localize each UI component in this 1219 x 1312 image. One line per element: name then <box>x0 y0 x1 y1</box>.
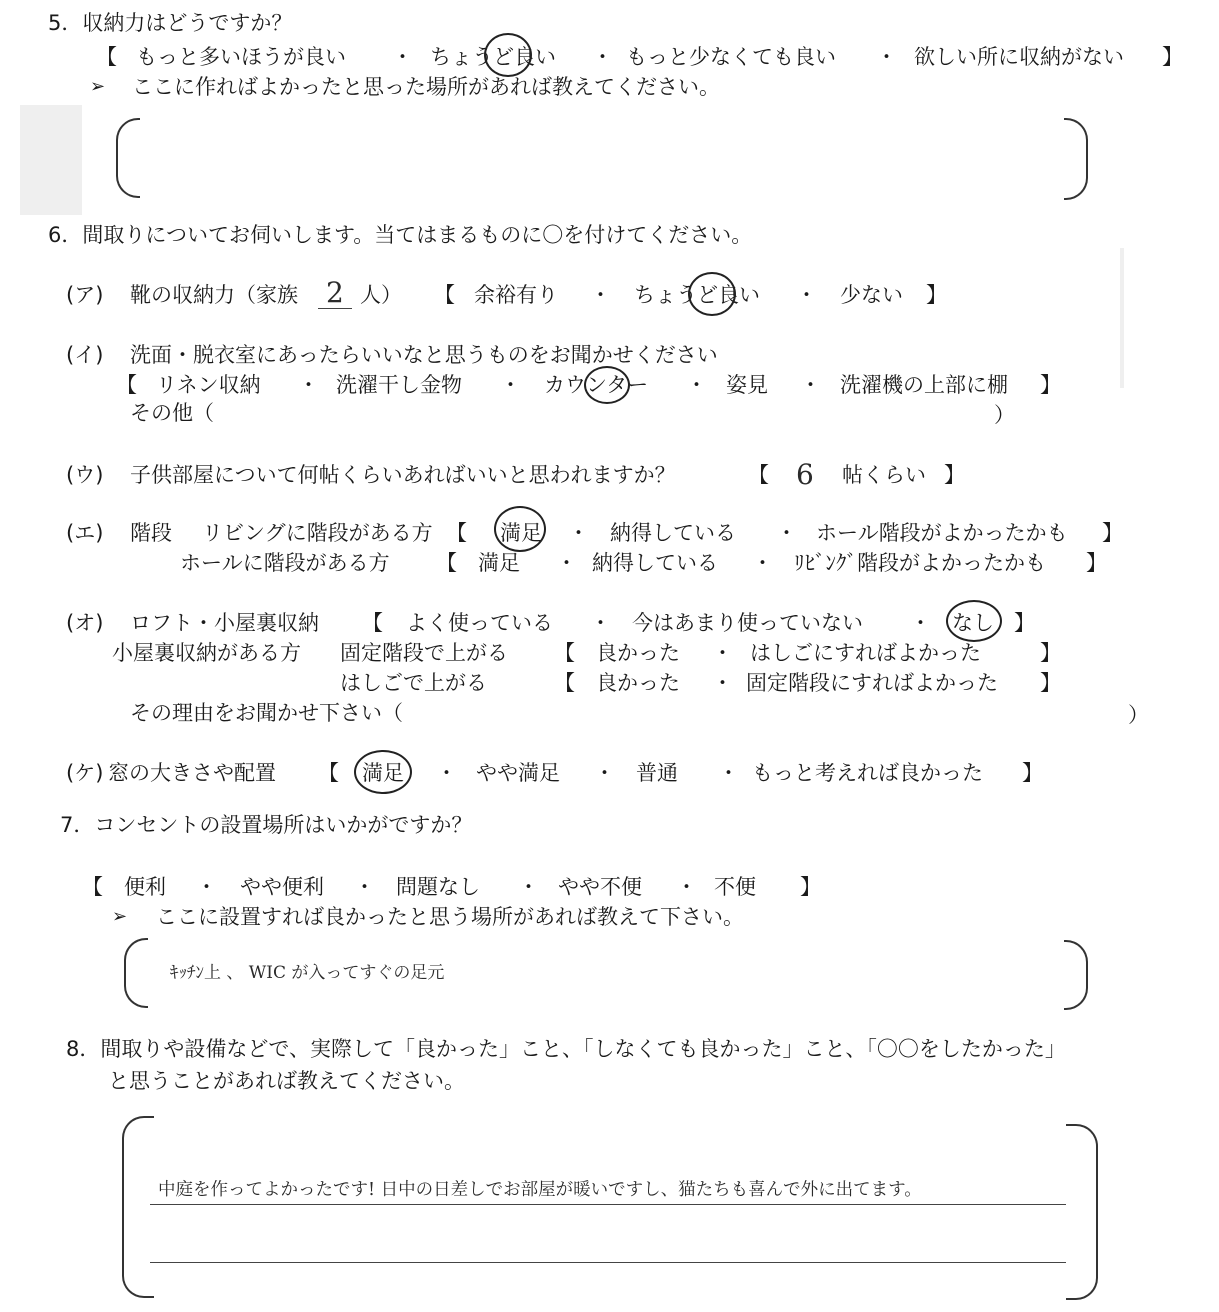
q5-option-missing[interactable]: 欲しい所に収納がない <box>914 45 1124 69</box>
q6a-sep: ・ <box>590 283 611 307</box>
q7-answer-box-left <box>124 938 148 1008</box>
q6o-ladder-option-good[interactable]: 良かった <box>596 671 680 695</box>
q6o-reason-close: ） <box>1128 703 1149 727</box>
q8-title: 8．間取りや設備などで、実際して「良かった」こと、「しなくても良かった」こと、「〇〇をしたかった」 <box>66 1037 1066 1061</box>
q6e-sep: ・ <box>776 521 797 545</box>
q6u-answer[interactable]: 6 <box>796 458 814 491</box>
q6u-text: 子供部屋について何帖くらいあればいいと思われますか？ <box>130 463 676 487</box>
q6e-row2-bracket-open: 【 <box>436 551 457 575</box>
q6e-sep: ・ <box>568 521 589 545</box>
q6ke-option-rethink[interactable]: もっと考えれば良かった <box>752 761 983 785</box>
q6e-label: (エ) <box>66 521 104 545</box>
q6o-ladder-option-fixed[interactable]: 固定階段にすればよかった <box>746 671 998 695</box>
q6e-sep: ・ <box>752 551 773 575</box>
q8-answer-box-right <box>1066 1124 1098 1300</box>
bleed-through-mark <box>20 105 82 215</box>
q8-answer-text[interactable]: 中庭を作ってよかったです! 日中の日差しでお部屋が暖いですし、猫たちも喜んで外に出てます。 <box>158 1180 922 1200</box>
q6e-row2-option-satisfied[interactable]: 満足 <box>478 551 520 575</box>
q6-title: 6．間取りについてお伺いします。当てはまるものに〇を付けてください。 <box>48 223 753 247</box>
q6o-option-none[interactable]: なし <box>952 611 994 635</box>
q8-title-line2: と思うことがあれば教えてください。 <box>108 1069 465 1093</box>
q6a-sep: ・ <box>796 283 817 307</box>
q6a-text: 靴の収納力（家族 <box>130 283 298 307</box>
q8-writing-line <box>150 1262 1066 1263</box>
q7-option-inconvenient[interactable]: 不便 <box>714 875 756 899</box>
q7-marker-icon: ➢ <box>112 906 128 927</box>
q6a-text-suffix: 人） <box>360 283 402 307</box>
q6e-row1-option-satisfied[interactable]: 満足 <box>500 521 542 545</box>
q7-option-convenient[interactable]: 便利 <box>124 875 166 899</box>
q6o-label: (オ) <box>66 611 104 635</box>
q7-option-somewhat-convenient[interactable]: やや便利 <box>240 875 324 899</box>
q6i-option-mirror[interactable]: 姿見 <box>726 373 768 397</box>
q5-answer-box-right <box>1064 118 1088 200</box>
q6e-row1-label: リビングに階段がある方 <box>202 521 433 545</box>
q5-answer-box-left <box>116 118 140 198</box>
q6ke-sep: ・ <box>436 761 457 785</box>
q6o-option-often[interactable]: よく使っている <box>406 611 553 635</box>
q7-sep: ・ <box>518 875 539 899</box>
q7-sep: ・ <box>354 875 375 899</box>
q7-option-somewhat-inconvenient[interactable]: やや不便 <box>558 875 642 899</box>
q5-title: 5．収納力はどうですか？ <box>48 11 293 35</box>
q6i-bracket-open: 【 <box>116 373 137 397</box>
q6i-text: 洗面・脱衣室にあったらいいなと思うものをお聞かせください <box>130 343 718 367</box>
q7-title: 7．コンセントの設置場所はいかがですか？ <box>60 813 473 837</box>
q6o-ladder-bracket-open: 【 <box>554 671 575 695</box>
q6ke-bracket-open: 【 <box>318 761 339 785</box>
q6i-sep: ・ <box>800 373 821 397</box>
q6o-bracket-open: 【 <box>362 611 383 635</box>
q6i-sep: ・ <box>686 373 707 397</box>
q6o-reason-label: その理由をお聞かせ下さい（ <box>130 701 403 725</box>
q6o-option-rarely[interactable]: 今はあまり使っていない <box>632 611 863 635</box>
q6o-sub-label: 小屋裏収納がある方 <box>112 641 301 665</box>
q6o-sep: ・ <box>910 611 931 635</box>
q6e-row2-bracket-close: 】 <box>1086 551 1107 575</box>
q6ke-bracket-close: 】 <box>1022 761 1043 785</box>
q6i-option-linen[interactable]: リネン収納 <box>156 373 261 397</box>
q7-prompt: ここに設置すれば良かったと思う場所があれば教えて下さい。 <box>156 905 744 929</box>
q6e-sep: ・ <box>556 551 577 575</box>
q8-answer-box-left <box>122 1116 154 1298</box>
q6a-bracket-open: 【 <box>434 283 455 307</box>
q6a-answer-circle <box>688 272 736 316</box>
q6a-bracket-close: 】 <box>926 283 947 307</box>
q5-sep: ・ <box>392 45 413 69</box>
q6u-suffix: 帖くらい <box>842 463 926 487</box>
q5-option-more[interactable]: もっと多いほうが良い <box>136 45 346 69</box>
q6ke-text: 窓の大きさや配置 <box>108 761 276 785</box>
q6ke-label: (ケ) <box>66 761 104 785</box>
q8-writing-line <box>150 1204 1066 1205</box>
q6a-label: (ア) <box>66 283 104 307</box>
q6o-sep: ・ <box>712 641 733 665</box>
bleed-through-mark <box>1120 248 1124 388</box>
q7-sep: ・ <box>196 875 217 899</box>
q6i-bracket-close: 】 <box>1040 373 1061 397</box>
q6o-bracket-close: 】 <box>1014 611 1035 635</box>
q6ke-answer-circle <box>354 750 412 794</box>
q6o-fixed-bracket-close: 】 <box>1040 641 1061 665</box>
q6ke-option-satisfied[interactable]: 満足 <box>362 761 404 785</box>
q6ke-sep: ・ <box>594 761 615 785</box>
q6a-family-count[interactable]: 2 <box>326 276 344 309</box>
q6e-row2-label: ホールに階段がある方 <box>180 551 390 575</box>
q6o-fixed-label: 固定階段で上がる <box>340 641 508 665</box>
q7-bracket-open: 【 <box>82 875 103 899</box>
q6e-row1-option-accepted[interactable]: 納得している <box>610 521 736 545</box>
q5-sep: ・ <box>876 45 897 69</box>
q6u-bracket-open: 【 <box>748 463 769 487</box>
q6o-ladder-label: はしごで上がる <box>340 671 487 695</box>
q6a-option-just-right[interactable]: ちょうど良い <box>634 283 760 307</box>
q5-bracket-close: 】 <box>1162 45 1183 69</box>
q6a-count-underline <box>318 308 352 309</box>
q6o-fixed-bracket-open: 【 <box>554 641 575 665</box>
q6ke-option-somewhat[interactable]: やや満足 <box>476 761 560 785</box>
q6i-label: (イ) <box>66 343 104 367</box>
q6i-answer-circle <box>584 366 630 404</box>
q5-prompt: ここに作ればよかったと思った場所があれば教えてください。 <box>132 75 720 99</box>
q7-bracket-close: 】 <box>800 875 821 899</box>
q6o-sep: ・ <box>712 671 733 695</box>
q6o-fixed-option-ladder[interactable]: はしごにすればよかった <box>750 641 981 665</box>
q6i-other-close: ） <box>994 403 1015 427</box>
q6o-text: ロフト・小屋裏収納 <box>130 611 319 635</box>
q6i-option-drying-rack[interactable]: 洗濯干し金物 <box>336 373 462 397</box>
q7-answer-text[interactable]: ｷｯﾁﾝ上 、 WIC が入ってすぐの足元 <box>170 963 445 983</box>
q6u-label: (ウ) <box>66 463 104 487</box>
q6o-fixed-option-good[interactable]: 良かった <box>596 641 680 665</box>
q6u-bracket-close: 】 <box>944 463 965 487</box>
q6e-text: 階段 <box>130 521 172 545</box>
q5-option-less[interactable]: もっと少なくても良い <box>626 45 836 69</box>
q7-sep: ・ <box>676 875 697 899</box>
q6o-ladder-bracket-close: 】 <box>1040 671 1061 695</box>
q6e-row2-option-accepted[interactable]: 納得している <box>592 551 718 575</box>
q7-option-no-problem[interactable]: 問題なし <box>396 875 480 899</box>
q6i-sep: ・ <box>500 373 521 397</box>
q6e-row1-bracket-open: 【 <box>446 521 467 545</box>
q6i-sep: ・ <box>298 373 319 397</box>
q6a-option-few[interactable]: 少ない <box>840 283 903 307</box>
q6ke-option-normal[interactable]: 普通 <box>636 761 678 785</box>
q5-marker-icon: ➢ <box>90 76 106 97</box>
q6a-option-ample[interactable]: 余裕有り <box>474 283 558 307</box>
q5-bracket-open: 【 <box>96 45 117 69</box>
q6e-row2-option-living[interactable]: ﾘﾋﾞﾝｸﾞ階段がよかったかも <box>794 551 1046 575</box>
q5-option-just-right[interactable]: ちょうど良い <box>430 45 556 69</box>
q6i-option-shelf[interactable]: 洗濯機の上部に棚 <box>840 373 1008 397</box>
q6o-answer-circle <box>946 600 1002 642</box>
q6e-row1-bracket-close: 】 <box>1102 521 1123 545</box>
q6i-other-label: その他（ <box>130 401 214 425</box>
q6e-row1-option-hall[interactable]: ホール階段がよかったかも <box>816 521 1068 545</box>
q6i-option-counter[interactable]: カウンター <box>544 373 649 397</box>
q6ke-sep: ・ <box>718 761 739 785</box>
q5-answer-circle <box>484 33 532 77</box>
q7-answer-box-right <box>1064 940 1088 1010</box>
q6e-answer-circle <box>494 506 546 552</box>
q6o-sep: ・ <box>590 611 611 635</box>
q5-sep: ・ <box>592 45 613 69</box>
